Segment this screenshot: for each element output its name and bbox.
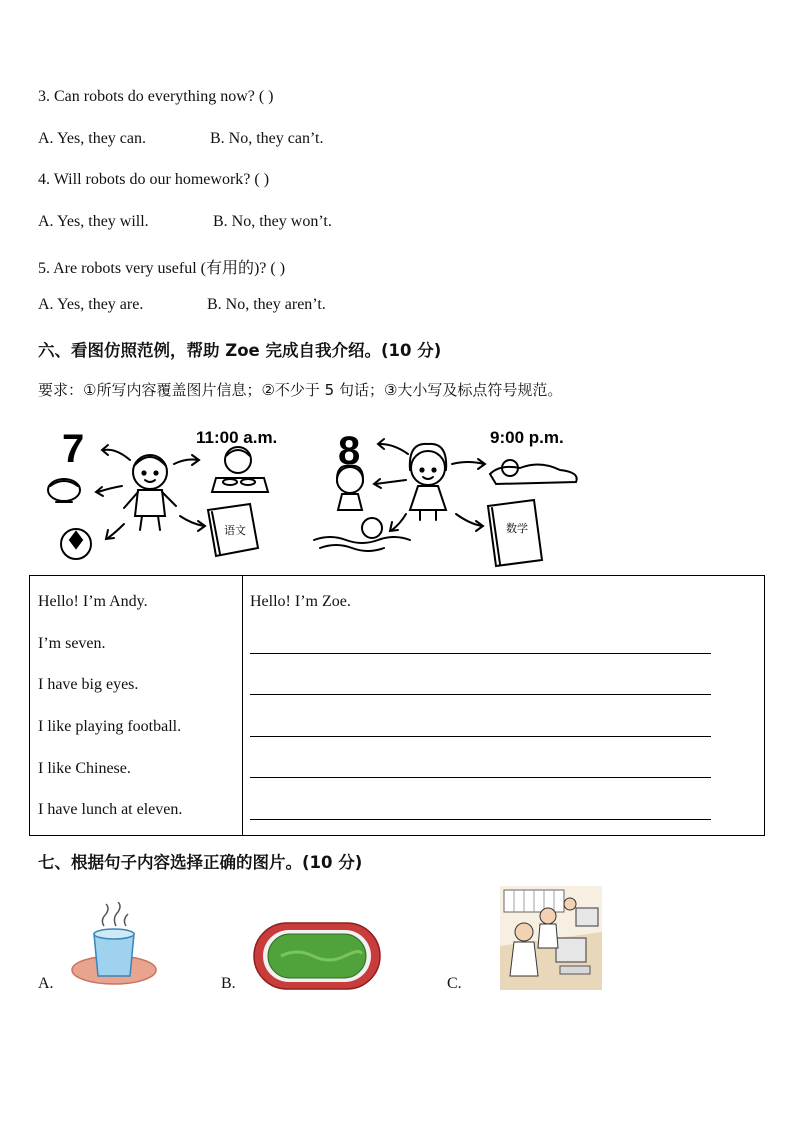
- zoe-book-label: 数学: [506, 522, 528, 535]
- question-4: 4. Will robots do our homework? ( ): [38, 171, 270, 188]
- zoe-time: 9:00 p.m.: [490, 428, 564, 447]
- andy-example-cell: [30, 576, 243, 836]
- answer-line-3[interactable]: [250, 736, 711, 737]
- andy-line-3: I have big eyes.: [38, 676, 139, 693]
- andy-book-label: 语文: [224, 524, 246, 537]
- section-7-title: 七、根据句子内容选择正确的图片。(10 分): [38, 853, 363, 872]
- andy-time: 11:00 a.m.: [196, 428, 278, 447]
- option-c-label: C.: [447, 975, 462, 992]
- zoe-illustration: [310, 420, 590, 568]
- andy-line-6: I have lunch at eleven.: [38, 801, 183, 818]
- question-3-option-a: A. Yes, they can.: [38, 130, 146, 147]
- section-6-title: 六、看图仿照范例，帮助 Zoe 完成自我介绍。(10 分): [38, 341, 442, 360]
- andy-line-2: I’m seven.: [38, 635, 106, 652]
- question-5-option-b: B. No, they aren’t.: [207, 296, 326, 313]
- question-5-option-a: A. Yes, they are.: [38, 296, 144, 313]
- andy-line-5: I like Chinese.: [38, 760, 131, 777]
- section-6-requirement: 要求：①所写内容覆盖图片信息；②不少于 5 句话；③大小写及标点符号规范。: [38, 381, 563, 399]
- answer-line-5[interactable]: [250, 819, 711, 820]
- answer-line-2[interactable]: [250, 694, 711, 695]
- question-3: 3. Can robots do everything now? ( ): [38, 88, 274, 105]
- zoe-line-1: Hello! I’m Zoe.: [250, 593, 351, 610]
- andy-age: 7: [62, 427, 85, 471]
- intro-table: [29, 575, 765, 836]
- question-5: 5. Are robots very useful (有用的)? ( ): [38, 260, 286, 277]
- option-b-label: B.: [221, 975, 236, 992]
- zoe-age: 8: [338, 429, 361, 473]
- zoe-answer-cell: [243, 576, 765, 836]
- andy-line-1: Hello! I’m Andy.: [38, 593, 148, 610]
- answer-line-4[interactable]: [250, 777, 711, 778]
- answer-line-1[interactable]: [250, 653, 711, 654]
- question-4-option-b: B. No, they won’t.: [213, 213, 332, 230]
- sports-field-picture: [253, 922, 381, 990]
- question-3-option-b: B. No, they can’t.: [210, 130, 324, 147]
- option-a-label: A.: [38, 975, 54, 992]
- water-glass-picture: [70, 902, 160, 988]
- andy-line-4: I like playing football.: [38, 718, 182, 735]
- computer-room-picture: [500, 886, 602, 990]
- question-4-option-a: A. Yes, they will.: [38, 213, 149, 230]
- andy-illustration: [38, 420, 300, 568]
